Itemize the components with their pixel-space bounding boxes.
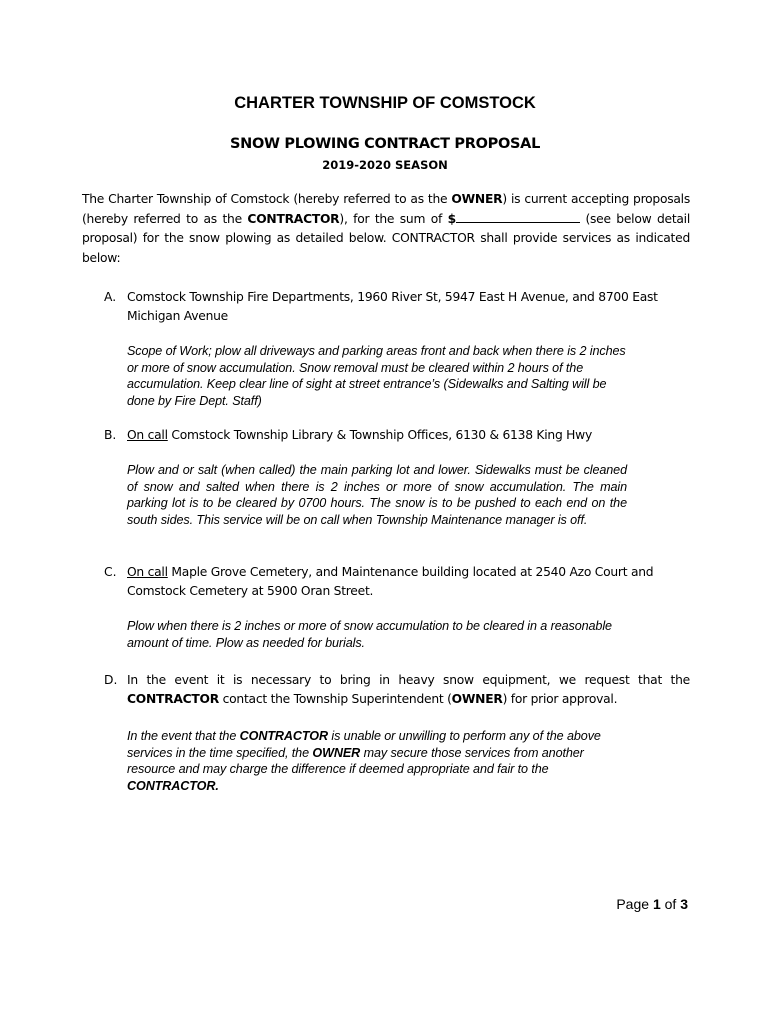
owner-term: OWNER	[312, 745, 361, 760]
item-text: In the event it is necessary to bring in heavy snow equipment, we request that the	[127, 673, 690, 687]
document-subtitle: SNOW PLOWING CONTRACT PROPOSAL	[229, 136, 541, 152]
contractor-term: CONTRACTOR	[239, 729, 328, 743]
intro-text: The Charter Township of Comstock (hereby referred to as the	[82, 192, 452, 206]
note-text: may secure those services from another resource and may charge the difference if deemed appropriate and fair to the	[127, 745, 584, 776]
list-item-d	[104, 671, 690, 794]
contractor-term: CONTRACTOR.	[127, 778, 219, 793]
item-text: ) for prior approval.	[502, 692, 618, 706]
item-location-text: Maple Grove Cemetery, and Maintenance building located at 2540 Azo Court and Comstock Cemetery at 5900 Oran Street.	[127, 565, 654, 598]
season-label: 2019-2020 SEASON	[322, 158, 448, 172]
item-location	[127, 426, 690, 445]
amount-blank-line	[456, 210, 580, 223]
item-letter: A.	[104, 290, 117, 304]
contractor-term: CONTRACTOR	[127, 692, 219, 706]
current-page: 1	[652, 896, 661, 912]
list-item-a	[104, 288, 690, 409]
page-number	[616, 896, 688, 912]
total-pages: 3	[680, 896, 688, 912]
item-location	[127, 563, 657, 601]
intro-paragraph	[82, 190, 690, 268]
note-text: In the event that the	[127, 729, 240, 743]
on-call-label: On call	[127, 428, 168, 442]
item-heavy-equipment	[127, 671, 690, 709]
list-item-c	[104, 563, 690, 651]
of-word: of	[660, 896, 681, 912]
currency-sign: $	[447, 211, 456, 226]
page-word: Page	[616, 896, 653, 912]
item-letter: C.	[104, 565, 117, 579]
owner-term: OWNER	[451, 692, 503, 706]
contractor-term: CONTRACTOR	[247, 211, 340, 226]
item-scope-note: Plow when there is 2 inches or more of snow accumulation to be cleared in a reasonable amount of time. Plow as needed for burials.	[127, 619, 612, 650]
intro-text: (see below detail proposal) for the snow plowing as detailed below. CONTRACTOR shall provide services as indicated below:	[82, 211, 691, 265]
document-title: CHARTER TOWNSHIP OF COMSTOCK	[234, 94, 536, 112]
item-scope-note	[127, 728, 627, 794]
list-item-b	[104, 426, 690, 528]
item-letter: B.	[104, 428, 117, 442]
intro-text: ), for the sum of	[339, 211, 448, 226]
item-scope-note: Scope of Work; plow all driveways and parking areas front and back when there is 2 inches or more of snow accumulation. Snow removal must be cleared within 2 hours of the accumulation. Keep clear line of sight at street entrance’s (Sidewalks and Salting will be done by Fire Dept. Staff)	[127, 344, 626, 408]
item-scope-note: Plow and or salt (when called) the main parking lot and lower. Sidewalks must be cleaned of snow and salted when there is 2 inches or more of snow accumulation. The main parking lot is to be cleared by 0700 hours. The snow is to be pushed to each end on the south sides. This service will be on call when Township Maintenance manager is off.	[127, 463, 627, 527]
item-location: Comstock Township Fire Departments, 1960 River St, 5947 East H Avenue, and 8700 East Michigan Avenue	[127, 290, 658, 323]
intro-text: ) is current accepting proposals (hereby referred to as the	[82, 192, 691, 226]
item-letter: D.	[104, 673, 118, 687]
item-text: contact the Township Superintendent (	[218, 692, 452, 706]
note-text: is unable or unwilling to perform any of the above services in the time specified, the	[127, 729, 601, 760]
on-call-label: On call	[127, 565, 168, 579]
item-location-text: Comstock Township Library & Township Offices, 6130 & 6138 King Hwy	[167, 428, 592, 442]
owner-term: OWNER	[451, 192, 503, 206]
